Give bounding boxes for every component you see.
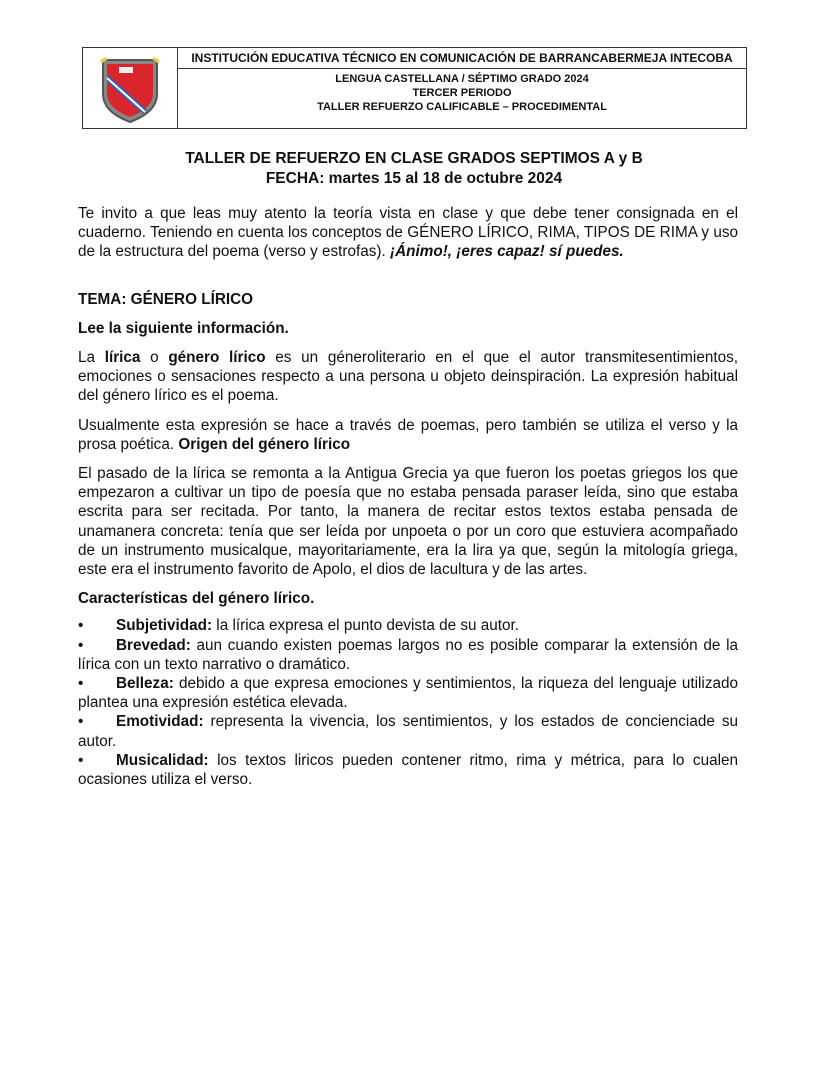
term-genero-lirico: género lírico <box>168 349 266 367</box>
item-text: aun cuando existen poemas largos no es posible comparar la extensión de la lírica con un texto narrativo o dramático. <box>78 636 738 673</box>
bullet-icon: • <box>78 713 84 731</box>
item-text: los textos liricos pueden contener ritmo, rima y métrica, para lo cualen ocasiones utiliza el verso. <box>78 751 738 789</box>
document-header <box>82 47 747 129</box>
school-logo <box>83 48 178 128</box>
bullet-icon: • <box>78 675 84 693</box>
shield-logo-icon <box>97 52 163 124</box>
text: es un géneroliterario en el que el autor transmitesentimientos, emociones o sensaciones respecto a una persona u objeto deinspiración. La expresión habitual del género lírico es el poema. <box>78 349 738 405</box>
item-text: representa la vivencia, los sentimientos, y los estados de concienciade su autor. <box>78 713 738 750</box>
bullet-icon: • <box>78 617 84 635</box>
item-label: Belleza: <box>116 675 174 693</box>
list-item <box>78 636 738 674</box>
text: La <box>78 349 105 367</box>
text: Usualmente esta expresión se hace a través de poemas, pero también se utiliza el verso y la prosa poética. <box>78 416 738 453</box>
item-text: la lírica expresa el punto devista de su autor. <box>212 617 520 635</box>
item-text: debido a que expresa emociones y sentimientos, la riqueza del lenguaje utilizado plantea una expresión estética elevada. <box>78 675 738 712</box>
list-item <box>78 674 738 712</box>
subject-line: LENGUA CASTELLANA / SÉPTIMO GRADO 2024 <box>335 73 589 85</box>
list-item <box>78 616 738 635</box>
date-line: FECHA: martes 15 al 18 de octubre 2024 <box>265 170 563 187</box>
intro-text: Te invito a que leas muy atento la teoría vista en clase y que debe tener consignada en el cuaderno. Teniendo en cuenta los conceptos de GÉNERO LÍRICO, RIMA, TIPOS DE RIMA y uso de la estructura del poema (verso y estrofas). <box>78 205 738 261</box>
period-line: TERCER PERIODO <box>412 87 512 99</box>
institution-name: INSTITUCIÓN EDUCATIVA TÉCNICO EN COMUNICACIÓN DE BARRANCABERMEJA INTECOBA <box>178 48 746 69</box>
document-title <box>0 149 828 189</box>
intro-emphasis: ¡Ánimo!, ¡eres capaz! sí puedes. <box>390 243 624 261</box>
origin-heading: Origen del género lírico <box>178 435 351 453</box>
document-body <box>78 204 738 789</box>
topic-heading: TEMA: GÉNERO LÍRICO <box>78 290 254 308</box>
item-label: Emotividad: <box>116 713 204 731</box>
paragraph-expresion <box>78 416 738 454</box>
workshop-line: TALLER REFUERZO CALIFICABLE – PROCEDIMENTAL <box>317 101 607 113</box>
title-line: TALLER DE REFUERZO EN CLASE GRADOS SEPTIMOS A y B <box>185 150 643 167</box>
list-item <box>78 712 738 750</box>
text: o <box>140 349 169 367</box>
bullet-icon: • <box>78 636 84 654</box>
item-label: Musicalidad: <box>116 751 209 769</box>
bullet-icon: • <box>78 751 84 769</box>
list-item <box>78 751 738 789</box>
characteristics-list <box>78 616 738 789</box>
characteristics-heading: Características del género lírico. <box>78 590 315 608</box>
instruction: Lee la siguiente información. <box>78 319 289 337</box>
item-label: Subjetividad: <box>116 617 213 635</box>
term-lirica: lírica <box>104 349 141 367</box>
paragraph-lirica <box>78 348 738 406</box>
item-label: Brevedad: <box>116 636 191 654</box>
paragraph-origen: El pasado de la lírica se remonta a la Antigua Grecia ya que fueron los poetas griegos los que empezaron a cultivar un tipo de poesía que no estaba pensada paraser leída, sino que estaba escrita para ser recitada. Por tanto, la manera de recitar estos textos estaba pensada de unamanera concreta: tenía que ser leída por unpoeta o por un coro que estuviera acompañado de un instrumento musicalque, mayoritariamente, era la lira ya que, según la mitología griega, este era el instrumento favorito de Apolo, el dios de lacultura y de las artes. <box>78 465 738 579</box>
intro-paragraph <box>78 204 738 262</box>
